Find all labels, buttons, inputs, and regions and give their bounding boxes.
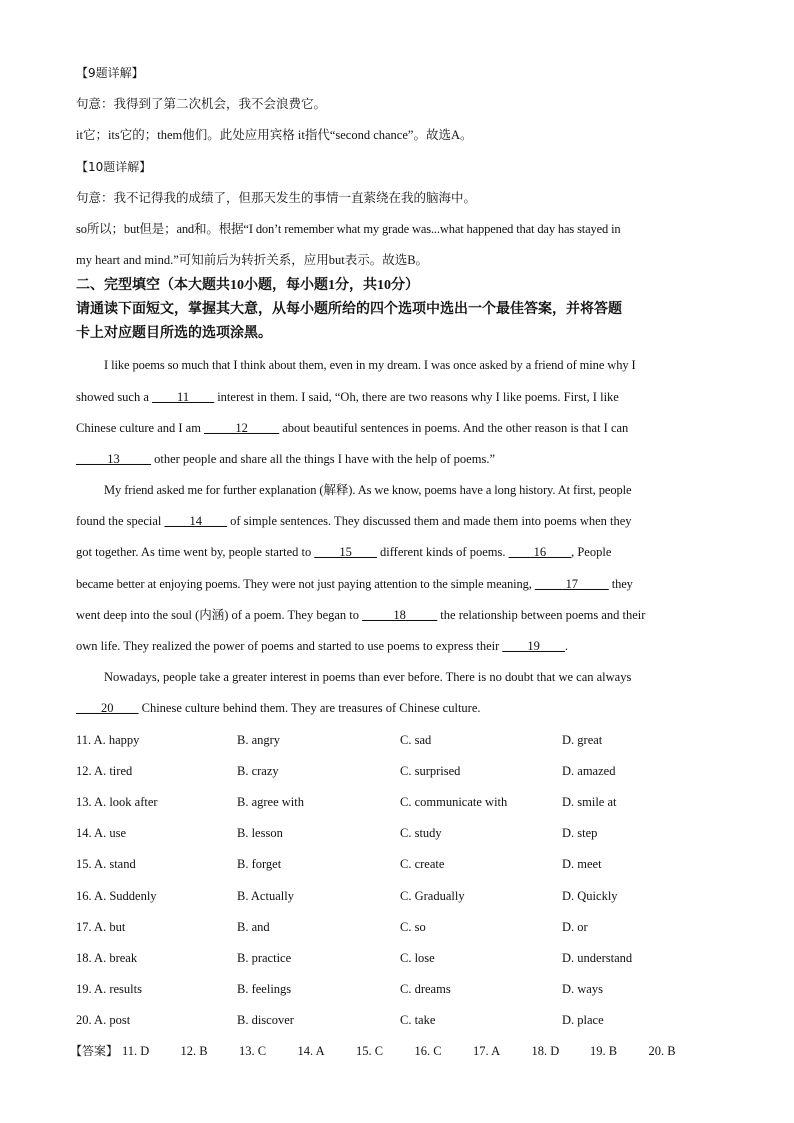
option-a: 16. A. Suddenly [76,888,157,903]
option-a: 11. A. happy [76,732,140,747]
passage-p2-line-4 [76,569,716,600]
passage-p2-line-6 [76,631,716,662]
passage-p1-line-2 [76,382,716,413]
passage-text: , People [571,545,612,560]
passage-p2-line-3 [76,537,716,568]
q10-explanation-line-2: my heart and mind.”可知前后为转折关系，应用but表示。故选B。 [76,253,429,268]
passage-text: went deep into the soul (内涵) of a poem. They began to [76,607,363,622]
passage-text: . [564,639,569,653]
passage-p1-line-3 [76,413,716,444]
passage-text: they [608,576,633,591]
option-d: D. understand [562,950,633,965]
option-d: D. Quickly [562,888,618,903]
q10-explanation-line-1: so所以；but但是；and和。根据“I don’t remember what my grade was...what happened that day has stayed in [76,221,621,236]
blank-19: ____19____ [502,639,565,653]
option-d: D. great [562,732,603,747]
option-a: 12. A. tired [76,763,133,778]
option-a: 19. A. results [76,982,142,997]
blank-14: ____14____ [164,514,228,529]
document-page [70,58,716,1068]
passage-text: other people and share all the things I have with the help of poems.” [151,451,495,466]
option-row-14 [76,818,716,849]
option-a: 17. A. but [76,919,126,934]
option-a: 18. A. break [76,950,138,965]
option-row-20 [76,1005,716,1036]
answer-item: 16. C [414,1044,442,1059]
option-b: B. discover [237,1013,294,1028]
passage-text: of simple sentences. They discussed them and made them into poems when they [227,514,632,529]
blank-15: ____15____ [314,545,377,560]
option-b: B. and [237,919,270,934]
instruction-line-2: 卡上对应题目所选的选项涂黑。 [76,326,272,342]
option-c: C. study [400,826,442,841]
passage-text: about beautiful sentences in poems. And the other reason is that I can [279,420,629,435]
passage-text: different kinds of poems. [376,545,509,560]
q9-heading: 【9题详解】 [76,66,144,80]
option-b: B. Actually [237,888,294,903]
option-a: 13. A. look after [76,794,158,809]
option-a: 15. A. stand [76,857,136,872]
option-d: D. step [562,826,598,841]
answer-item: 11. D [122,1044,150,1059]
passage-text: interest in them. I said, “Oh, there are two reasons why I like poems. First, I like [214,389,619,404]
passage-p2-line-2 [76,506,716,537]
answer-item: 19. B [590,1044,618,1059]
option-c: C. dreams [400,982,451,997]
q9-meaning: 句意：我得到了第二次机会，我不会浪费它。 [76,97,327,112]
blank-17: _____17_____ [534,576,609,591]
option-b: B. feelings [237,982,292,997]
option-row-15 [76,849,716,880]
option-b: B. lesson [237,826,283,841]
option-b: B. practice [237,950,292,965]
option-row-11 [76,725,716,756]
option-c: C. sad [400,732,432,747]
passage-text: the relationship between poems and their [437,607,646,622]
answer-item: 15. C [356,1044,384,1059]
option-d: D. smile at [562,794,617,809]
answer-row [70,1036,716,1067]
option-row-17 [76,912,716,943]
option-c: C. create [400,857,445,872]
blank-20: ____20____ [76,701,139,716]
passage-text: Chinese culture and I am [76,420,205,435]
answer-item: 14. A [297,1044,325,1059]
passage-text: showed such a [76,389,153,404]
blank-12: _____12_____ [204,420,280,435]
option-row-19 [76,974,716,1005]
option-b: B. agree with [237,794,304,809]
option-b: B. crazy [237,763,279,778]
answer-tag: 【答案】 [70,1044,119,1059]
option-c: C. take [400,1013,436,1028]
option-d: D. or [562,919,588,934]
option-b: B. angry [237,732,281,747]
passage-p3-line-1: Nowadays, people take a greater interest in poems than ever before. There is no doubt that we can always [104,670,632,685]
option-c: C. so [400,919,426,934]
answer-item: 18. D [531,1044,560,1059]
passage-text: found the special [76,514,165,529]
options-list [76,725,716,1037]
passage-text: own life. They realized the power of poems and started to use poems to express their [76,639,503,653]
q10-meaning: 句意：我不记得我的成绩了，但那天发生的事情一直萦绕在我的脑海中。 [76,190,477,205]
passage-p2-line-1: My friend asked me for further explanation (解释). As we know, poems have a long history. At first, people [104,483,632,498]
option-row-13 [76,787,716,818]
option-c: C. Gradually [400,888,465,903]
blank-18: _____18_____ [362,607,438,622]
option-a: 14. A. use [76,826,126,841]
q9-explanation: it它；its它的；them他们。此处应用宾格 it指代“second chance”。故选A。 [76,128,473,143]
passage-p1-line-1: I like poems so much that I think about them, even in my dream. I was once asked by a friend of mine why I [104,358,636,373]
passage-p2-line-5 [76,600,716,631]
blank-11: ____11____ [152,389,215,404]
passage-text: Chinese culture behind them. They are treasures of Chinese culture. [138,701,481,716]
option-d: D. amazed [562,763,616,778]
option-row-18 [76,943,716,974]
instruction-line-1: 请通读下面短文，掌握其大意，从每小题所给的四个选项中选出一个最佳答案，并将答题 [76,302,622,318]
option-d: D. ways [562,982,603,997]
option-b: B. forget [237,857,282,872]
option-c: C. communicate with [400,794,508,809]
answer-item: 17. A [473,1044,501,1059]
option-d: D. place [562,1013,604,1028]
q10-heading: 【10题详解】 [76,159,152,174]
blank-13: _____13_____ [76,451,151,466]
answer-item: 13. C [239,1044,267,1059]
option-c: C. lose [400,950,435,965]
answer-item: 12. B [180,1044,208,1059]
option-row-12 [76,756,716,787]
passage-p3-line-2 [76,693,716,724]
section-title: 二、完型填空（本大题共10小题，每小题1分，共10分） [76,278,419,294]
option-a: 20. A. post [76,1013,131,1028]
option-row-16 [76,881,716,912]
passage-text: got together. As time went by, people started to [76,545,315,560]
passage-p1-line-4 [76,444,716,475]
answer-item: 20. B [648,1044,676,1059]
option-d: D. meet [562,857,602,872]
passage-text: became better at enjoying poems. They were not just paying attention to the simple meaning, [76,576,535,591]
option-c: C. surprised [400,763,461,778]
blank-16: ____16____ [508,545,572,560]
